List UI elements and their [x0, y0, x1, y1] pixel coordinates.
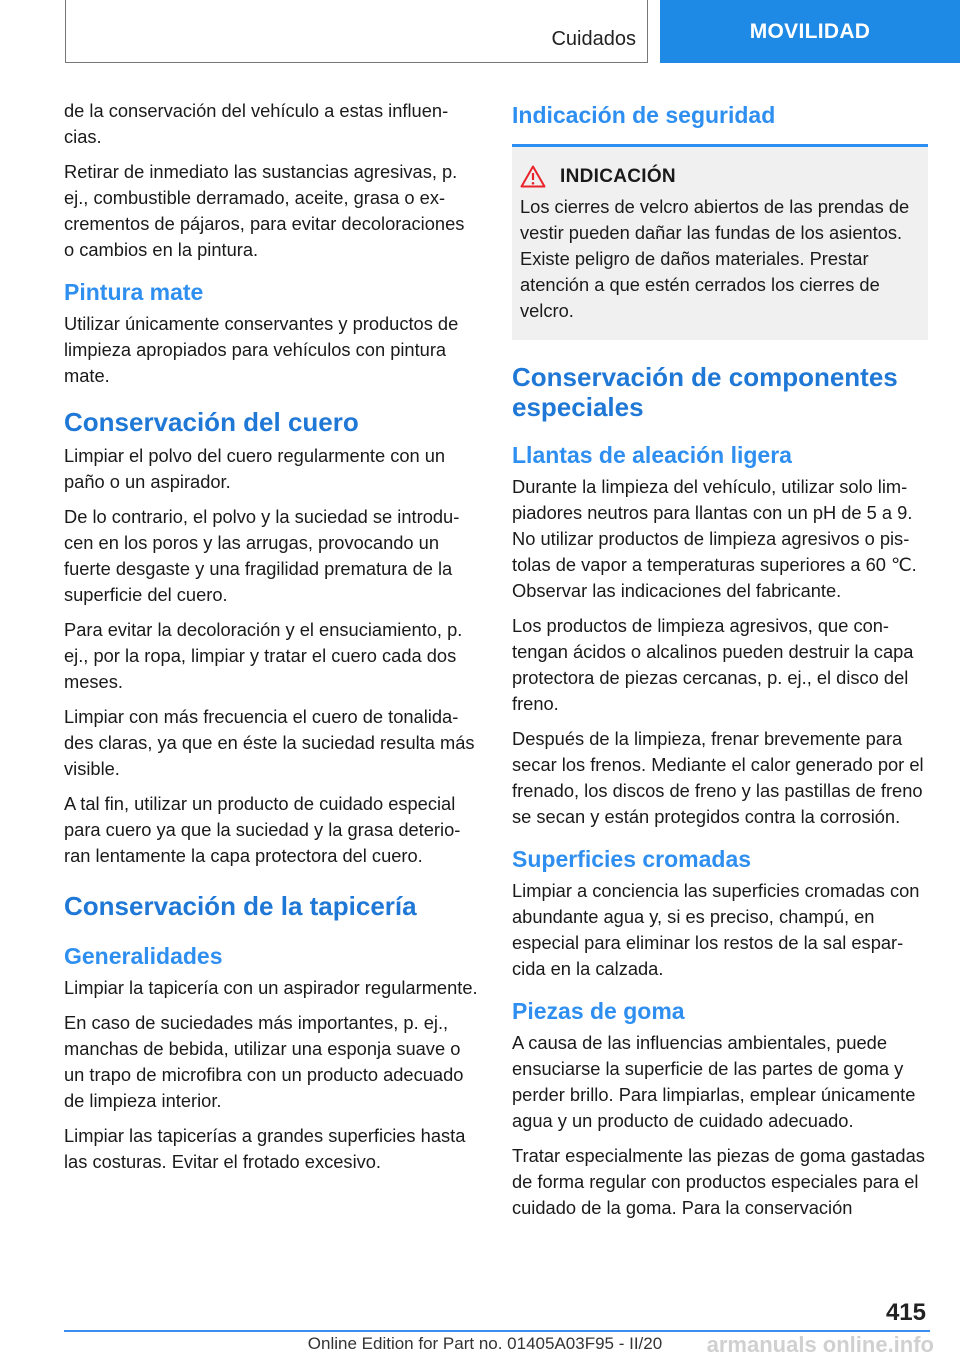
paragraph: Limpiar las tapicerías a grandes superficies hasta las costuras. Evitar el frotado excesivo. [64, 1125, 466, 1172]
paragraph: A tal fin, utilizar un producto de cuidado especial para cuero ya que la suciedad y la grasa deterioran lentamente la capa protectora del cuero. [64, 793, 461, 866]
paragraph: de la conservación del vehículo a estas influencias. [64, 100, 449, 147]
paragraph: Limpiar a conciencia las superficies cromadas con abundante agua y, si es preciso, champú, en especial para eliminar los restos de la sal esparcida en la calzada. [512, 880, 920, 979]
notice-text: Los cierres de velcro abiertos de las prendas de vestir pueden dañar las fundas de los asientos. Existe peligro de daños materiales. Prestar atención a que estén cerrados los cierres de velcro. [520, 196, 910, 321]
right-column [512, 98, 928, 1230]
paragraph: Los productos de limpieza agresivos, que contengan ácidos o alcalinos pueden destruir la capa protectora de piezas cercanas, p. ej., el disco del freno. [512, 615, 914, 714]
heading-conservacion-tapiceria: Conservación de la tapicería [64, 891, 417, 921]
section-title: Cuidados [551, 28, 636, 50]
page-number: 415 [885, 1299, 926, 1326]
paragraph: Retirar de inmediato las sustancias agresivas, p. ej., combustible derramado, aceite, grasa o excrementos de pájaros, para evitar decoloraciones o cambios en la pintura. [64, 161, 465, 260]
heading-superficies-cromadas: Superficies cromadas [512, 846, 752, 872]
paragraph: En caso de suciedades más importantes, p. ej., manchas de bebida, utilizar una esponja suave o un trapo de microfibra con un producto adecuado de limpieza interior. [64, 1012, 464, 1111]
footer-edition: Online Edition for Part no. 01405A03F95 - II/20 [307, 1334, 663, 1353]
paragraph: Para evitar la decoloración y el ensuciamiento, p. ej., por la ropa, limpiar y tratar el cuero cada dos meses. [64, 619, 463, 692]
paragraph: A causa de las influencias ambientales, puede ensuciarse la superficie de las partes de goma y perder brillo. Para limpiarlas, emplear únicamente agua y un producto de cuidado adecuado. [512, 1032, 916, 1131]
heading-llantas: Llantas de aleación ligera [512, 442, 792, 468]
paragraph: Limpiar el polvo del cuero regularmente con un paño o un aspirador. [64, 445, 446, 492]
heading-conservacion-componentes: Conservación de componentes especiales [512, 362, 898, 422]
heading-generalidades: Generalidades [64, 943, 223, 969]
paragraph: Después de la limpieza, frenar brevemente para secar los frenos. Mediante el calor generado por el frenado, los discos de freno y las pastillas de freno se secan y están protegidos contra la corrosión. [512, 728, 924, 827]
paragraph: Tratar especialmente las piezas de goma gastadas de forma regular con productos especiales para el cuidado de la goma. Para la conservación [512, 1145, 925, 1218]
notice-label: INDICACIÓN [560, 165, 676, 187]
heading-conservacion-cuero: Conservación del cuero [64, 407, 359, 437]
heading-piezas-goma: Piezas de goma [512, 998, 685, 1024]
safety-notice-box [512, 144, 928, 340]
warning-triangle-icon [520, 165, 546, 188]
paragraph: Durante la limpieza del vehículo, utilizar solo limpiadores neutros para llantas con un pH de 5 a 9. No utilizar productos de limpieza agresivos o pistolas de vapor a temperaturas superiores a 60 ℃. Observar las indicaciones del fabricante. [512, 476, 917, 601]
heading-pintura-mate: Pintura mate [64, 279, 204, 305]
paragraph: De lo contrario, el polvo y la suciedad se introducen en los poros y las arrugas, provocando un fuerte desgaste y una fragilidad prematura de la superficie del cuero. [64, 506, 460, 605]
chapter-tab[interactable]: MOVILIDAD [660, 0, 960, 63]
watermark-logo: armanuals online.info [706, 1332, 934, 1357]
left-column [64, 98, 478, 1184]
notice-title [520, 165, 918, 188]
heading-indicacion-seguridad: Indicación de seguridad [512, 102, 776, 128]
paragraph: Limpiar la tapicería con un aspirador regularmente. [64, 977, 478, 998]
header-section-box [65, 0, 648, 63]
paragraph: Utilizar únicamente conservantes y productos de limpieza apropiados para vehículos con pintura mate. [64, 313, 459, 386]
paragraph: Limpiar con más frecuencia el cuero de tonalidades claras, ya que en éste la suciedad resulta más visible. [64, 706, 475, 779]
